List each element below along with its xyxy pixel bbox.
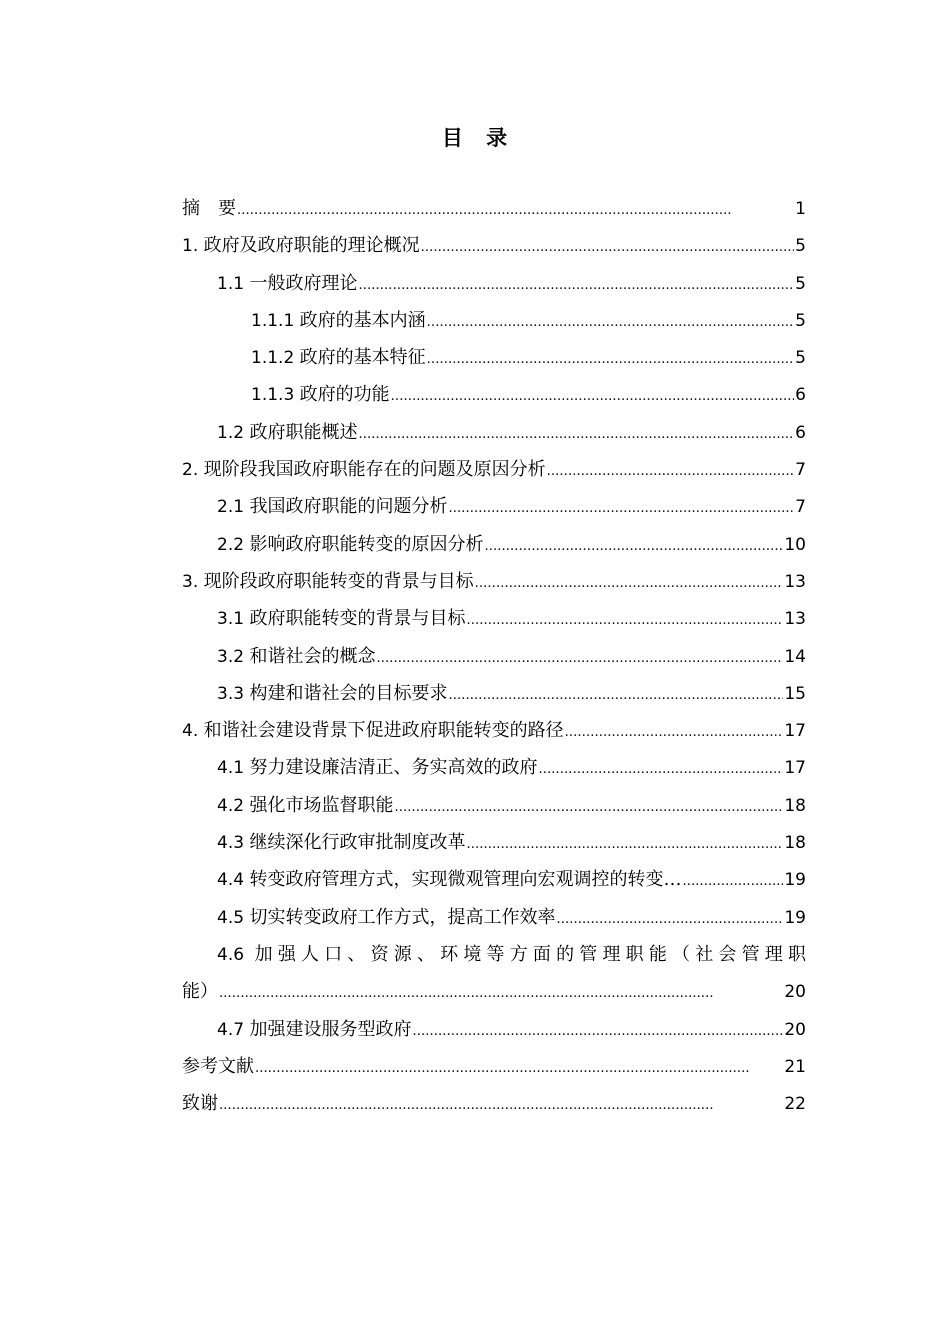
toc-entry-label (217, 638, 375, 676)
toc-entry-label (217, 824, 465, 862)
toc-entry-text: 我国政府职能的问题分析 (249, 496, 448, 518)
toc-entry-number: 4.5 (217, 907, 250, 928)
toc-entry-label (217, 265, 357, 303)
toc-entry-number: 4.6 (217, 944, 255, 965)
toc-entry-text: 继续深化行政审批制度改革 (249, 832, 466, 854)
toc-leader-dots (219, 973, 783, 1012)
toc-leader-dots (556, 899, 783, 938)
toc-leader-dots (484, 526, 783, 565)
toc-page-number: 18 (784, 833, 806, 854)
toc-page-number: 7 (795, 497, 806, 518)
toc-entry-text: 影响政府职能转变的原因分析 (249, 533, 484, 555)
toc-leader-dots (538, 749, 783, 788)
toc-page-number: 22 (784, 1094, 806, 1115)
toc-entry-text: 一般政府理论 (249, 272, 358, 294)
toc-entry-number: 1.1.3 (251, 385, 300, 406)
toc-entry-text: 和谐社会的概念 (249, 645, 376, 667)
toc-entry-number: 2. (182, 460, 204, 481)
toc-entry-label (217, 600, 465, 638)
toc-entry-number: 3.2 (217, 646, 250, 667)
toc-entry[interactable] (182, 451, 806, 488)
toc-entry-text: 强化市场监督职能 (249, 794, 394, 816)
toc-leader-dots (466, 600, 783, 639)
toc-leader-dots (412, 1011, 783, 1050)
toc-entry-text: 现阶段我国政府职能存在的问题及原因分析 (203, 459, 546, 481)
toc-entry[interactable] (182, 302, 806, 339)
toc-leader-dots (219, 1085, 783, 1124)
toc-page-number: 13 (784, 609, 806, 630)
toc-entry-label (251, 339, 426, 377)
toc-entry[interactable] (182, 1085, 806, 1122)
toc-entry-text: 努力建设廉洁清正、务实高效的政府 (249, 757, 538, 779)
toc-entry-text: 加强建设服务型政府 (249, 1018, 412, 1040)
toc-page-number: 19 (784, 907, 806, 928)
toc-entry-text: 和谐社会建设背景下促进政府职能转变的路径 (203, 720, 564, 742)
toc-entry-number: 3. (182, 571, 204, 592)
toc-entry[interactable] (182, 899, 806, 936)
toc-entry-number: 3.1 (217, 609, 250, 630)
toc-entry-label (217, 526, 483, 564)
toc-entry-number: 4.2 (217, 795, 250, 816)
toc-entry[interactable] (182, 190, 806, 227)
toc-leader-dots (448, 675, 783, 714)
toc-entry-text: 转变政府管理方式，实现微观管理向宏观调控的转变… (249, 869, 682, 891)
toc-entry-text: 构建和谐社会的目标要求 (249, 682, 448, 704)
toc-entry-label (182, 1085, 218, 1122)
toc-entry-label (217, 488, 447, 526)
toc-page-number: 5 (795, 310, 806, 331)
toc-leader-dots (421, 227, 795, 266)
toc-leader-dots (358, 414, 794, 453)
toc-entry-number: 4. (182, 721, 204, 742)
toc-entry-number: 2.2 (217, 534, 250, 555)
toc-entry-label (217, 1011, 411, 1049)
table-of-contents (182, 190, 806, 1122)
toc-entry-label (217, 899, 555, 937)
toc-leader-dots (427, 339, 795, 378)
toc-entry[interactable] (182, 414, 806, 451)
toc-entry-label (182, 712, 564, 750)
toc-entry[interactable] (182, 227, 806, 264)
toc-leader-dots (475, 563, 784, 602)
toc-entry-text: 政府的基本内涵 (299, 309, 426, 331)
toc-entry-label (182, 451, 546, 489)
toc-entry-number: 1.1.1 (251, 310, 300, 331)
toc-leader-dots (255, 1048, 783, 1087)
toc-entry-text: 政府及政府职能的理论概况 (203, 235, 420, 257)
toc-leader-dots (391, 376, 795, 415)
toc-page-number: 6 (795, 385, 806, 406)
toc-leader-dots (237, 190, 794, 229)
toc-entry-label (217, 787, 393, 825)
toc-entry-label (182, 190, 236, 227)
toc-entry-text: 政府职能概述 (249, 421, 358, 443)
toc-entry-label (182, 1048, 254, 1085)
toc-page-number: 17 (784, 721, 806, 742)
toc-page-number: 21 (784, 1056, 806, 1077)
toc-entry-number: 1.1 (217, 273, 250, 294)
toc-page-number: 5 (795, 236, 806, 257)
toc-entry-line[interactable] (182, 936, 806, 973)
toc-entry[interactable] (182, 749, 806, 786)
toc-entry-number: 2.1 (217, 497, 250, 518)
toc-leader-dots (358, 265, 794, 304)
toc-entry-text: 政府的基本特征 (299, 347, 426, 369)
toc-page-number: 14 (784, 646, 806, 667)
toc-page-number: 13 (784, 571, 806, 592)
toc-leader-dots (448, 488, 794, 527)
toc-page-number: 18 (784, 795, 806, 816)
toc-entry[interactable] (182, 824, 806, 861)
toc-leader-dots (565, 712, 784, 751)
toc-entry[interactable] (182, 488, 806, 525)
toc-leader-dots (376, 638, 783, 677)
toc-entry-label (182, 227, 420, 265)
toc-entry-text: 政府职能转变的背景与目标 (249, 608, 466, 630)
toc-entry-number: 3.3 (217, 683, 250, 704)
toc-page-number: 5 (795, 273, 806, 294)
toc-entry[interactable] (182, 787, 806, 824)
toc-entry-text: 加强人口、资源、环境等方面的管理职能（社会管理职 (254, 943, 806, 965)
toc-leader-dots (427, 302, 795, 341)
toc-entry[interactable] (182, 376, 806, 413)
toc-entry-number: 1.2 (217, 422, 250, 443)
toc-page-number: 17 (784, 758, 806, 779)
toc-page-number: 20 (784, 982, 806, 1003)
toc-entry-number: 4.4 (217, 870, 250, 891)
page-title: 目 录 (441, 126, 509, 150)
toc-entry-label (217, 675, 447, 713)
toc-entry[interactable] (182, 526, 806, 563)
toc-entry[interactable] (182, 1048, 806, 1085)
toc-entry-continuation: 能） (182, 973, 218, 1010)
toc-leader-dots (466, 824, 783, 863)
toc-entry-text: 切实转变政府工作方式，提高工作效率 (249, 906, 556, 928)
toc-leader-dots (394, 787, 783, 826)
toc-entry-number: 4.3 (217, 833, 250, 854)
toc-leader-dots (682, 861, 783, 900)
toc-entry[interactable] (182, 339, 806, 376)
toc-page-number: 5 (795, 348, 806, 369)
toc-entry-text: 参考文献 (182, 1055, 254, 1077)
toc-entry[interactable] (182, 973, 806, 1010)
toc-page-number: 6 (795, 422, 806, 443)
toc-entry-label (217, 414, 357, 452)
toc-entry-text: 现阶段政府职能转变的背景与目标 (203, 570, 474, 592)
toc-entry-label (182, 563, 474, 601)
toc-entry-number: 4.7 (217, 1019, 250, 1040)
toc-page-number: 15 (784, 683, 806, 704)
toc-entry[interactable] (182, 638, 806, 675)
toc-entry-number: 4.1 (217, 758, 250, 779)
toc-page-number: 20 (784, 1019, 806, 1040)
toc-entry-number: 1. (182, 236, 204, 257)
toc-entry[interactable] (182, 675, 806, 712)
toc-entry[interactable] (182, 265, 806, 302)
toc-entry-label (217, 749, 537, 787)
toc-entry[interactable] (182, 563, 806, 600)
toc-entry-number: 1.1.2 (251, 348, 300, 369)
toc-entry-text: 摘 要 (182, 198, 236, 219)
toc-entry-label (251, 376, 390, 414)
toc-leader-dots (547, 451, 795, 490)
toc-page-number: 10 (784, 534, 806, 555)
toc-entry[interactable] (182, 600, 806, 637)
toc-entry[interactable] (182, 861, 806, 898)
toc-page-number: 19 (784, 870, 806, 891)
toc-page-number: 1 (795, 199, 806, 219)
toc-entry-label (251, 302, 426, 340)
toc-entry-text: 政府的功能 (299, 384, 390, 406)
toc-page-number: 7 (795, 460, 806, 481)
toc-entry-label (217, 861, 681, 899)
toc-entry[interactable] (182, 712, 806, 749)
toc-entry[interactable] (182, 1011, 806, 1048)
toc-entry-text: 致谢 (182, 1093, 218, 1115)
